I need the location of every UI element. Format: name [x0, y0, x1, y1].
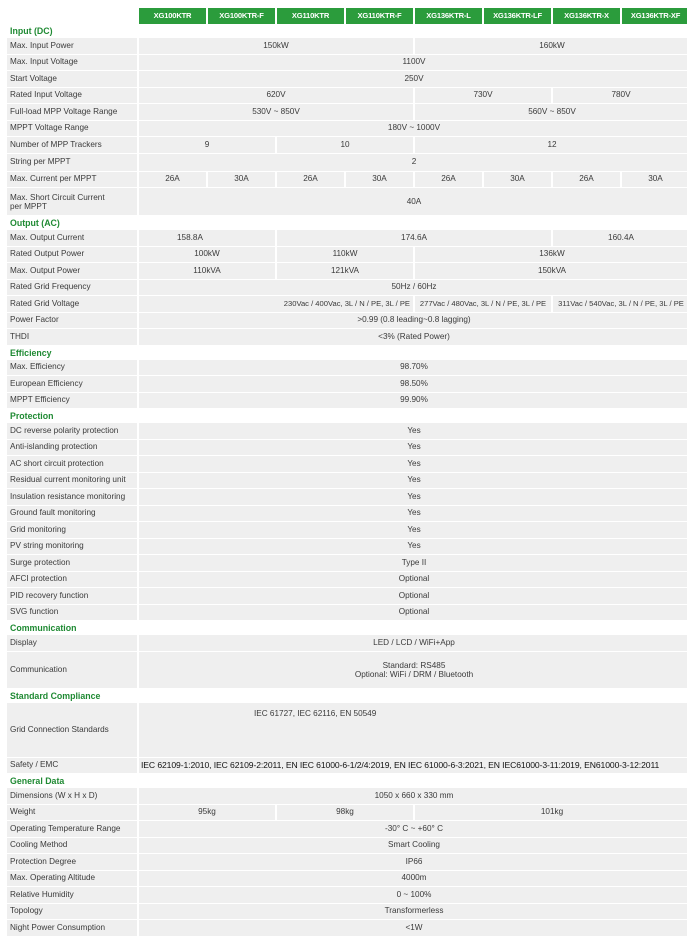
spec-value: 10 — [275, 137, 413, 154]
spec-value: 121kVA — [275, 263, 413, 280]
spec-label: Surge protection — [7, 555, 137, 572]
spec-row — [7, 104, 687, 121]
spec-label: MPPT Voltage Range — [7, 121, 137, 138]
spec-label: String per MPPT — [7, 154, 137, 172]
model-name: XG110KTR-F — [344, 8, 413, 24]
spec-label: Rated Grid Frequency — [7, 280, 137, 297]
spec-label: Rated Grid Voltage — [7, 296, 137, 313]
spec-label: Rated Output Power — [7, 247, 137, 264]
spec-value: 100kW — [137, 247, 275, 264]
spec-row — [7, 506, 687, 523]
spec-value: 26A — [137, 172, 206, 189]
spec-value-line: Standard: RS485 — [382, 660, 446, 670]
spec-value: Smart Cooling — [137, 838, 687, 855]
spec-label: Max. Output Power — [7, 263, 137, 280]
spec-table — [7, 8, 687, 937]
spec-row — [7, 137, 687, 154]
spec-value: 110kVA — [137, 263, 275, 280]
spec-value: 30A — [482, 172, 551, 189]
spec-row — [7, 473, 687, 490]
spec-label: Max. Current per MPPT — [7, 172, 137, 189]
spec-value: Yes — [137, 522, 687, 539]
spec-row — [7, 652, 687, 689]
spec-label: Max. Input Voltage — [7, 55, 137, 72]
spec-label: Night Power Consumption — [7, 920, 137, 937]
spec-label: SVG function — [7, 605, 137, 622]
spec-row — [7, 605, 687, 622]
spec-value: 50Hz / 60Hz — [137, 280, 687, 297]
spec-value: Yes — [137, 489, 687, 506]
spec-value: 277Vac / 480Vac, 3L / N / PE, 3L / PE — [413, 296, 551, 313]
spec-value: Yes — [137, 473, 687, 490]
spec-label: Operating Temperature Range — [7, 821, 137, 838]
spec-value: 160kW — [413, 38, 687, 55]
spec-label: Power Factor — [7, 313, 137, 330]
spec-label: Topology — [7, 904, 137, 921]
section-title-input: Input (DC) — [7, 24, 687, 38]
spec-label: MPPT Efficiency — [7, 393, 137, 410]
model-header-row — [7, 8, 687, 24]
spec-label-line: Max. Short Circuit Current — [10, 192, 105, 202]
spec-row — [7, 71, 687, 88]
spec-row — [7, 376, 687, 393]
spec-value: IEC 61727, IEC 62116, EN 50549 — [137, 703, 687, 758]
spec-value: 30A — [344, 172, 413, 189]
model-name: XG100KTR — [137, 8, 206, 24]
spec-value-line: Optional: WiFi / DRM / Bluetooth — [354, 669, 474, 679]
spec-value: 250V — [137, 71, 687, 88]
section-title-compliance: Standard Compliance — [7, 689, 687, 703]
spec-row — [7, 296, 687, 313]
spec-value: 26A — [275, 172, 344, 189]
spec-row — [7, 887, 687, 904]
spec-row — [7, 539, 687, 556]
spec-row — [7, 360, 687, 377]
spec-row — [7, 522, 687, 539]
section-title-protection: Protection — [7, 409, 687, 423]
spec-value: 160.4A — [551, 230, 687, 247]
spec-value: 530V ~ 850V — [137, 104, 413, 121]
spec-value: 95kg — [137, 805, 275, 822]
spec-value: 2 — [137, 154, 687, 172]
spec-row — [7, 821, 687, 838]
spec-value — [137, 652, 687, 689]
spec-row — [7, 904, 687, 921]
spec-value: 180V ~ 1000V — [137, 121, 687, 138]
spec-value: >0.99 (0.8 leading~0.8 lagging) — [137, 313, 687, 330]
spec-row — [7, 920, 687, 937]
spec-label: Weight — [7, 805, 137, 822]
spec-row — [7, 38, 687, 55]
section-title-output: Output (AC) — [7, 216, 687, 230]
spec-value: Yes — [137, 423, 687, 440]
spec-label: Safety / EMC — [7, 758, 137, 775]
spec-row — [7, 329, 687, 346]
spec-value: <1W — [137, 920, 687, 937]
spec-value: Yes — [137, 506, 687, 523]
spec-label: Communication — [7, 652, 137, 689]
spec-value: 1100V — [137, 55, 687, 72]
spec-row — [7, 758, 687, 775]
spec-value: -30° C ~ +60° C — [137, 821, 687, 838]
spec-row — [7, 154, 687, 172]
spec-value: 780V — [551, 88, 687, 105]
spec-value: 98.50% — [137, 376, 687, 393]
spec-value: Type II — [137, 555, 687, 572]
spec-value: 30A — [620, 172, 687, 189]
spec-label: PV string monitoring — [7, 539, 137, 556]
spec-value: 560V ~ 850V — [413, 104, 687, 121]
spec-value: 12 — [413, 137, 687, 154]
spec-label: Grid Connection Standards — [7, 703, 137, 758]
spec-value: 730V — [413, 88, 551, 105]
spec-value: Yes — [137, 440, 687, 457]
spec-label: Ground fault monitoring — [7, 506, 137, 523]
spec-value: Optional — [137, 588, 687, 605]
spec-row — [7, 247, 687, 264]
spec-label: Max. Operating Altitude — [7, 871, 137, 888]
spec-value: 26A — [413, 172, 482, 189]
spec-row — [7, 88, 687, 105]
spec-label: Relative Humidity — [7, 887, 137, 904]
spec-value: IEC 62109-1:2010, IEC 62109-2:2011, EN IEC 61000-6-1/2/4:2019, EN IEC 61000-6-3:2021, EN IEC61000-3-11:2019, EN61000-3-12:2011 — [137, 758, 687, 775]
spec-row — [7, 440, 687, 457]
spec-value: 0 ~ 100% — [137, 887, 687, 904]
spec-value: 311Vac / 540Vac, 3L / N / PE, 3L / PE — [551, 296, 687, 313]
spec-value: 150kVA — [413, 263, 687, 280]
spec-value: 150kW — [137, 38, 413, 55]
spec-row — [7, 172, 687, 189]
spec-label-line: per MPPT — [10, 201, 47, 211]
spec-label: Full-load MPP Voltage Range — [7, 104, 137, 121]
spec-row — [7, 703, 687, 758]
header-blank — [7, 8, 137, 24]
spec-label: Residual current monitoring unit — [7, 473, 137, 490]
spec-value: 30A — [206, 172, 275, 189]
spec-row — [7, 393, 687, 410]
spec-value: 26A — [551, 172, 620, 189]
spec-row — [7, 588, 687, 605]
spec-label: PID recovery function — [7, 588, 137, 605]
spec-row — [7, 635, 687, 652]
spec-row — [7, 572, 687, 589]
spec-row — [7, 854, 687, 871]
spec-label: Max. Output Current — [7, 230, 137, 247]
spec-row — [7, 263, 687, 280]
spec-row — [7, 555, 687, 572]
spec-row — [7, 489, 687, 506]
model-name: XG136KTR-XF — [620, 8, 687, 24]
model-name: XG110KTR — [275, 8, 344, 24]
model-name: XG136KTR-LF — [482, 8, 551, 24]
spec-row — [7, 121, 687, 138]
spec-row — [7, 313, 687, 330]
spec-value: Transformerless — [137, 904, 687, 921]
section-title-efficiency: Efficiency — [7, 346, 687, 360]
spec-label: Max. Efficiency — [7, 360, 137, 377]
model-name: XG136KTR-L — [413, 8, 482, 24]
spec-label: Number of MPP Trackers — [7, 137, 137, 154]
spec-value: Yes — [137, 456, 687, 473]
spec-row — [7, 456, 687, 473]
spec-label: Display — [7, 635, 137, 652]
spec-label: AFCI protection — [7, 572, 137, 589]
spec-row — [7, 188, 687, 216]
model-name: XG136KTR-X — [551, 8, 620, 24]
spec-label — [7, 188, 137, 216]
section-title-general: General Data — [7, 774, 687, 788]
spec-value: 620V — [137, 88, 413, 105]
spec-value: 110kW — [275, 247, 413, 264]
spec-row — [7, 805, 687, 822]
spec-label: Start Voltage — [7, 71, 137, 88]
spec-label: Protection Degree — [7, 854, 137, 871]
spec-value: 4000m — [137, 871, 687, 888]
spec-value: 98.70% — [137, 360, 687, 377]
spec-row — [7, 230, 687, 247]
spec-label: Dimensions (W x H x D) — [7, 788, 137, 805]
spec-value: Yes — [137, 539, 687, 556]
spec-value: 230Vac / 400Vac, 3L / N / PE, 3L / PE — [137, 296, 413, 313]
spec-value: 98kg — [275, 805, 413, 822]
section-title-communication: Communication — [7, 621, 687, 635]
spec-value: 158.8A — [137, 230, 275, 247]
spec-row — [7, 838, 687, 855]
spec-label: Cooling Method — [7, 838, 137, 855]
spec-label: Insulation resistance monitoring — [7, 489, 137, 506]
spec-value: 40A — [137, 188, 687, 216]
spec-value: 99.90% — [137, 393, 687, 410]
model-name: XG100KTR-F — [206, 8, 275, 24]
spec-row — [7, 55, 687, 72]
spec-value: 1050 x 660 x 330 mm — [137, 788, 687, 805]
spec-value: 9 — [137, 137, 275, 154]
spec-value: Optional — [137, 605, 687, 622]
spec-label: European Efficiency — [7, 376, 137, 393]
spec-value: IP66 — [137, 854, 687, 871]
spec-label: Rated Input Voltage — [7, 88, 137, 105]
spec-label: Anti-islanding protection — [7, 440, 137, 457]
spec-value: Optional — [137, 572, 687, 589]
spec-row — [7, 423, 687, 440]
spec-value: 136kW — [413, 247, 687, 264]
spec-value: 101kg — [413, 805, 687, 822]
spec-value: 174.6A — [275, 230, 551, 247]
spec-value: <3% (Rated Power) — [137, 329, 687, 346]
spec-label: THDI — [7, 329, 137, 346]
spec-label: DC reverse polarity protection — [7, 423, 137, 440]
spec-row — [7, 280, 687, 297]
spec-label: Grid monitoring — [7, 522, 137, 539]
spec-row — [7, 871, 687, 888]
spec-row — [7, 788, 687, 805]
spec-label: AC short circuit protection — [7, 456, 137, 473]
spec-value: LED / LCD / WiFi+App — [137, 635, 687, 652]
spec-label: Max. Input Power — [7, 38, 137, 55]
